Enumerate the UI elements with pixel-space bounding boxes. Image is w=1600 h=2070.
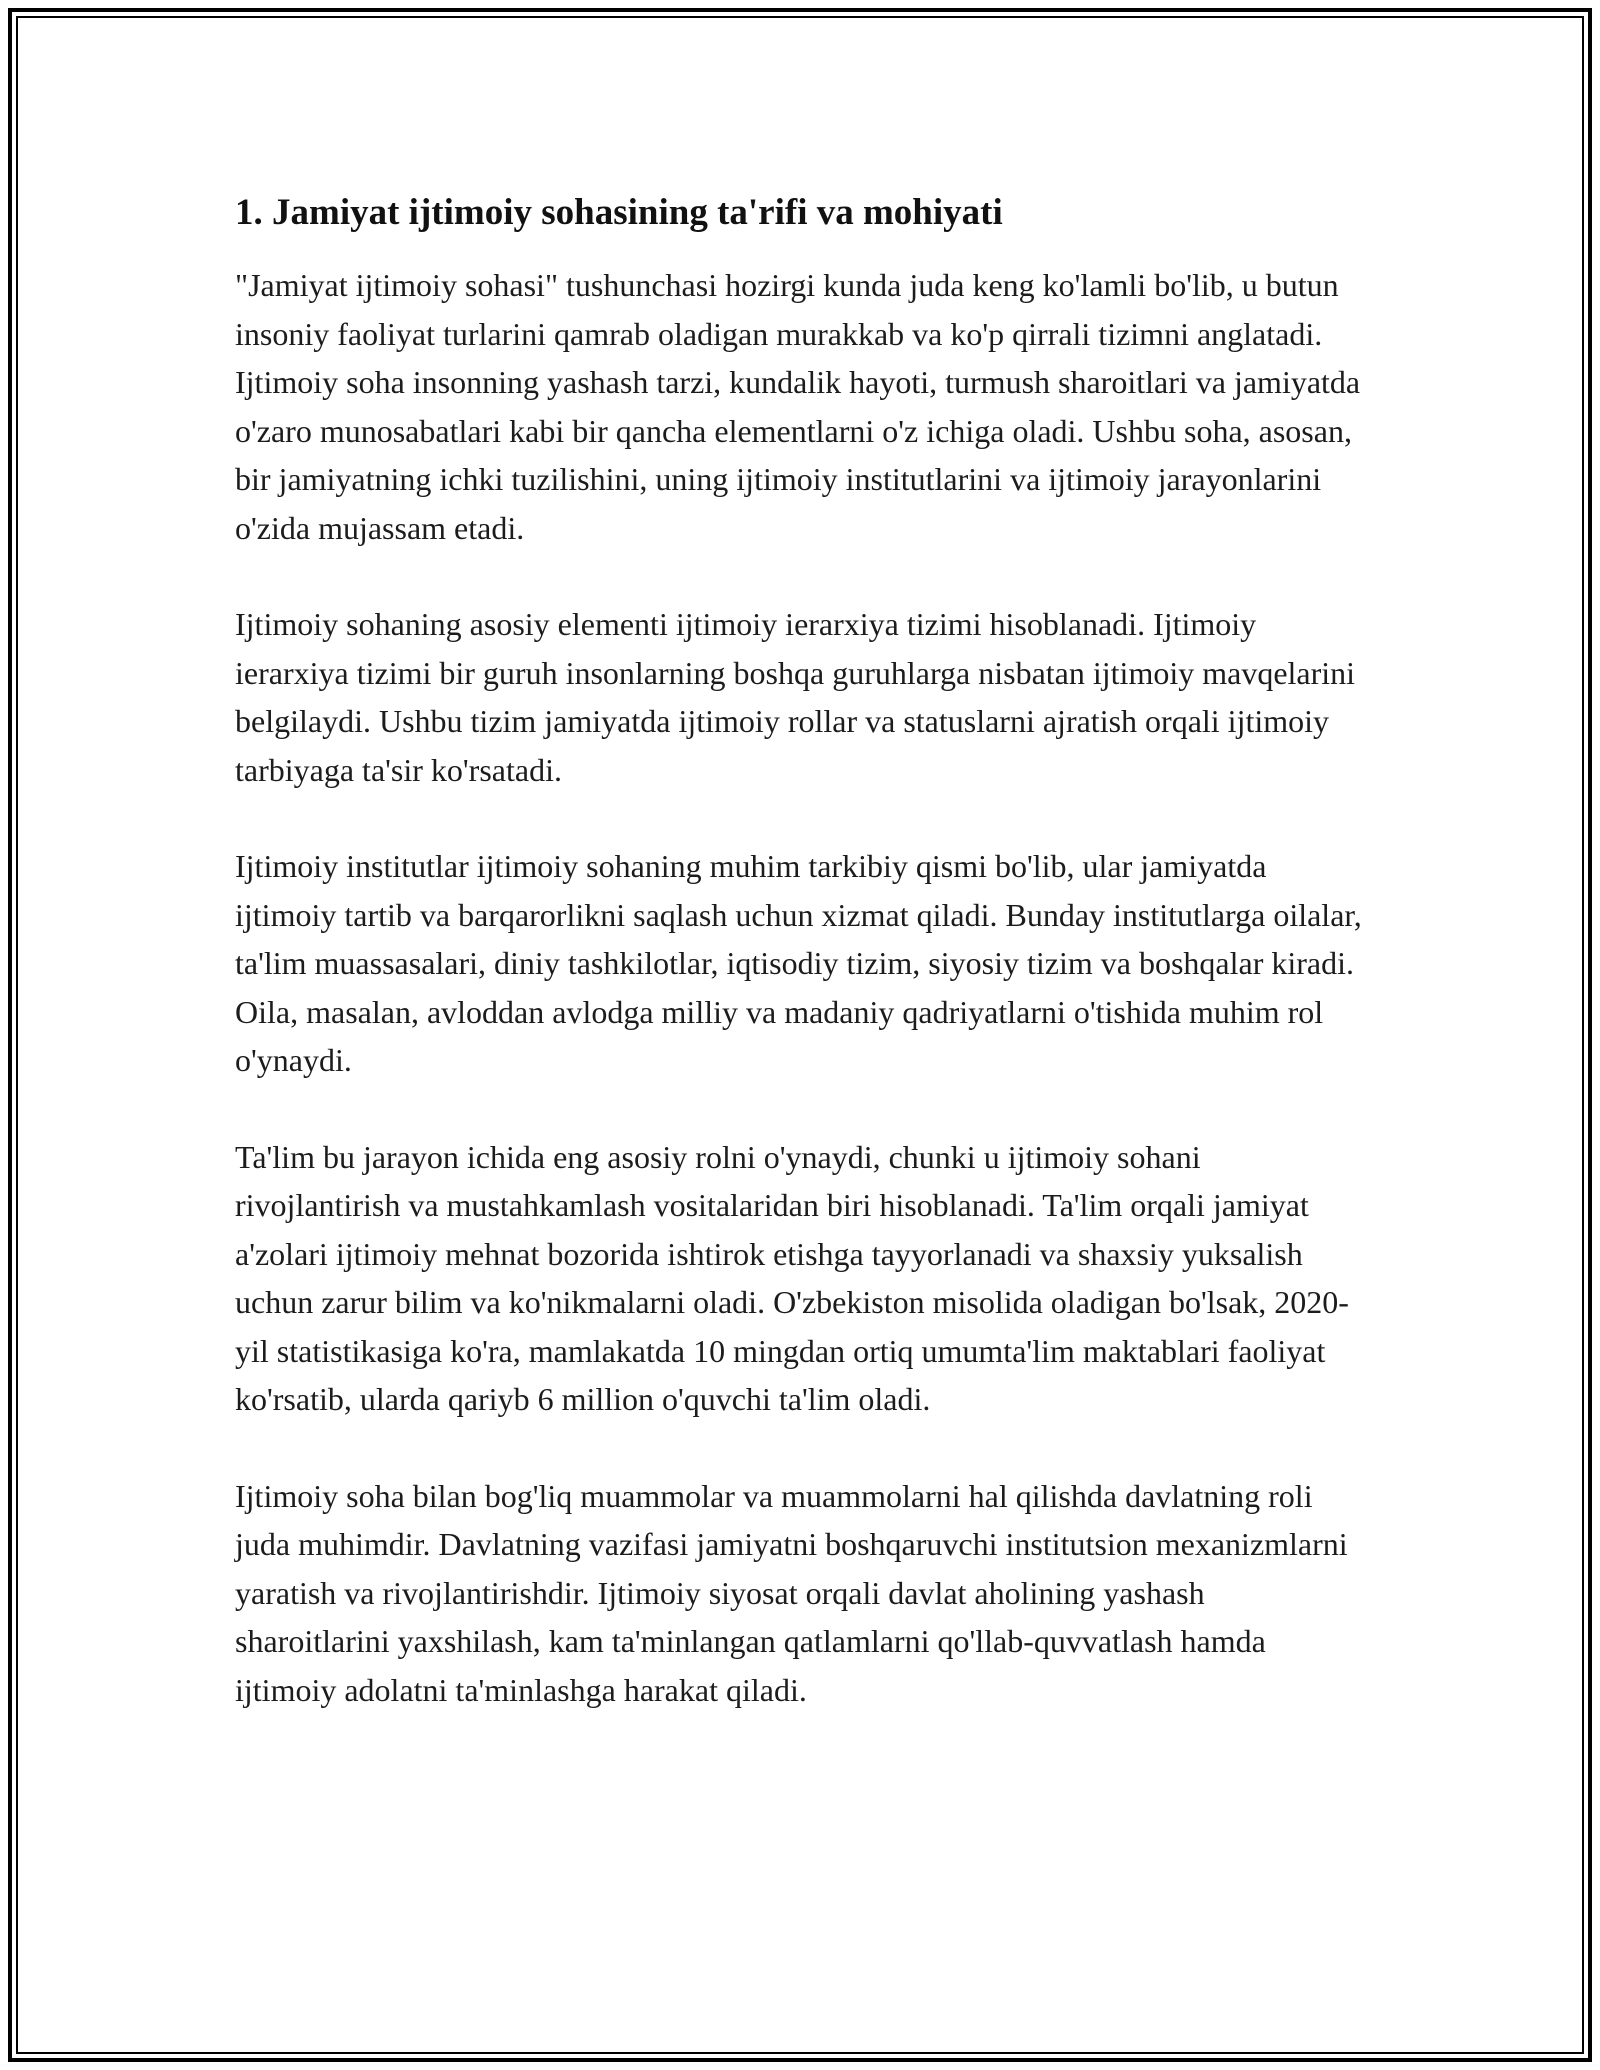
paragraph-2: Ijtimoiy sohaning asosiy elementi ijtimoiy ierarxiya tizimi hisoblanadi. Ijtimoiy ierarxiya tizimi bir guruh insonlarning boshqa guruhlarga nisbatan ijtimoiy mavqelarini belgilaydi. Ushbu tizim jamiyatda ijtimoiy rollar va statuslarni ajratish orqali ijtimoiy tarbiyaga ta'sir ko'rsatadi.: [235, 606, 1356, 788]
paragraph-3: Ijtimoiy institutlar ijtimoiy sohaning muhim tarkibiy qismi bo'lib, ular jamiyatda ijtimoiy tartib va barqarorlikni saqlash uchun xizmat qiladi. Bunday institutlarga oilalar, ta'lim muassasalari, diniy tashkilotlar, iqtisodiy tizim, siyosiy tizim va boshqalar kiradi. Oila, masalan, avloddan avlodga milliy va madaniy qadriyatlarni o'tishida muhim rol o'ynaydi.: [235, 848, 1362, 1078]
paragraph-4: Ta'lim bu jarayon ichida eng asosiy rolni o'ynaydi, chunki u ijtimoiy sohani rivojlantirish va mustahkamlash vositalaridan biri hisoblanadi. Ta'lim orqali jamiyat a'zolari ijtimoiy mehnat bozorida ishtirok etishga tayyorlanadi va shaxsiy yuksalish uchun zarur bilim va ko'nikmalarni oladi. O'zbekiston misolida oladigan bo'lsak, 2020-yil statistikasiga ko'ra, mamlakatda 10 mingdan ortiq umumta'lim maktablari faoliyat ko'rsatib, ularda qariyb 6 million o'quvchi ta'lim oladi.: [235, 1138, 1349, 1417]
paragraph-5: Ijtimoiy soha bilan bog'liq muammolar va muammolarni hal qilishda davlatning roli juda muhimdir. Davlatning vazifasi jamiyatni boshqaruvchi institutsion mexanizmlarni yaratish va rivojlantirishdir. Ijtimoiy siyosat orqali davlat aholining yashash sharoitlarini yaxshilash, kam ta'minlangan qatlamlarni qo'llab-quvvatlash hamda ijtimoiy adolatni ta'minlashga harakat qiladi.: [235, 1477, 1348, 1708]
document-body: [235, 185, 1365, 1714]
section-heading: 1. Jamiyat ijtimoiy sohasining ta'rifi va mohiyati: [235, 192, 1003, 233]
paragraph-1: "Jamiyat ijtimoiy sohasi" tushunchasi hozirgi kunda juda keng ko'lamli bo'lib, u butun insoniy faoliyat turlarini qamrab oladigan murakkab va ko'p qirrali tizimni anglatadi. Ijtimoiy soha insonning yashash tarzi, kundalik hayoti, turmush sharoitlari va jamiyatda o'zaro munosabatlari kabi bir qancha elementlarni o'z ichiga oladi. Ushbu soha, asosan, bir jamiyatning ichki tuzilishini, uning ijtimoiy institutlarini va ijtimoiy jarayonlarini o'zida mujassam etadi.: [235, 267, 1361, 546]
